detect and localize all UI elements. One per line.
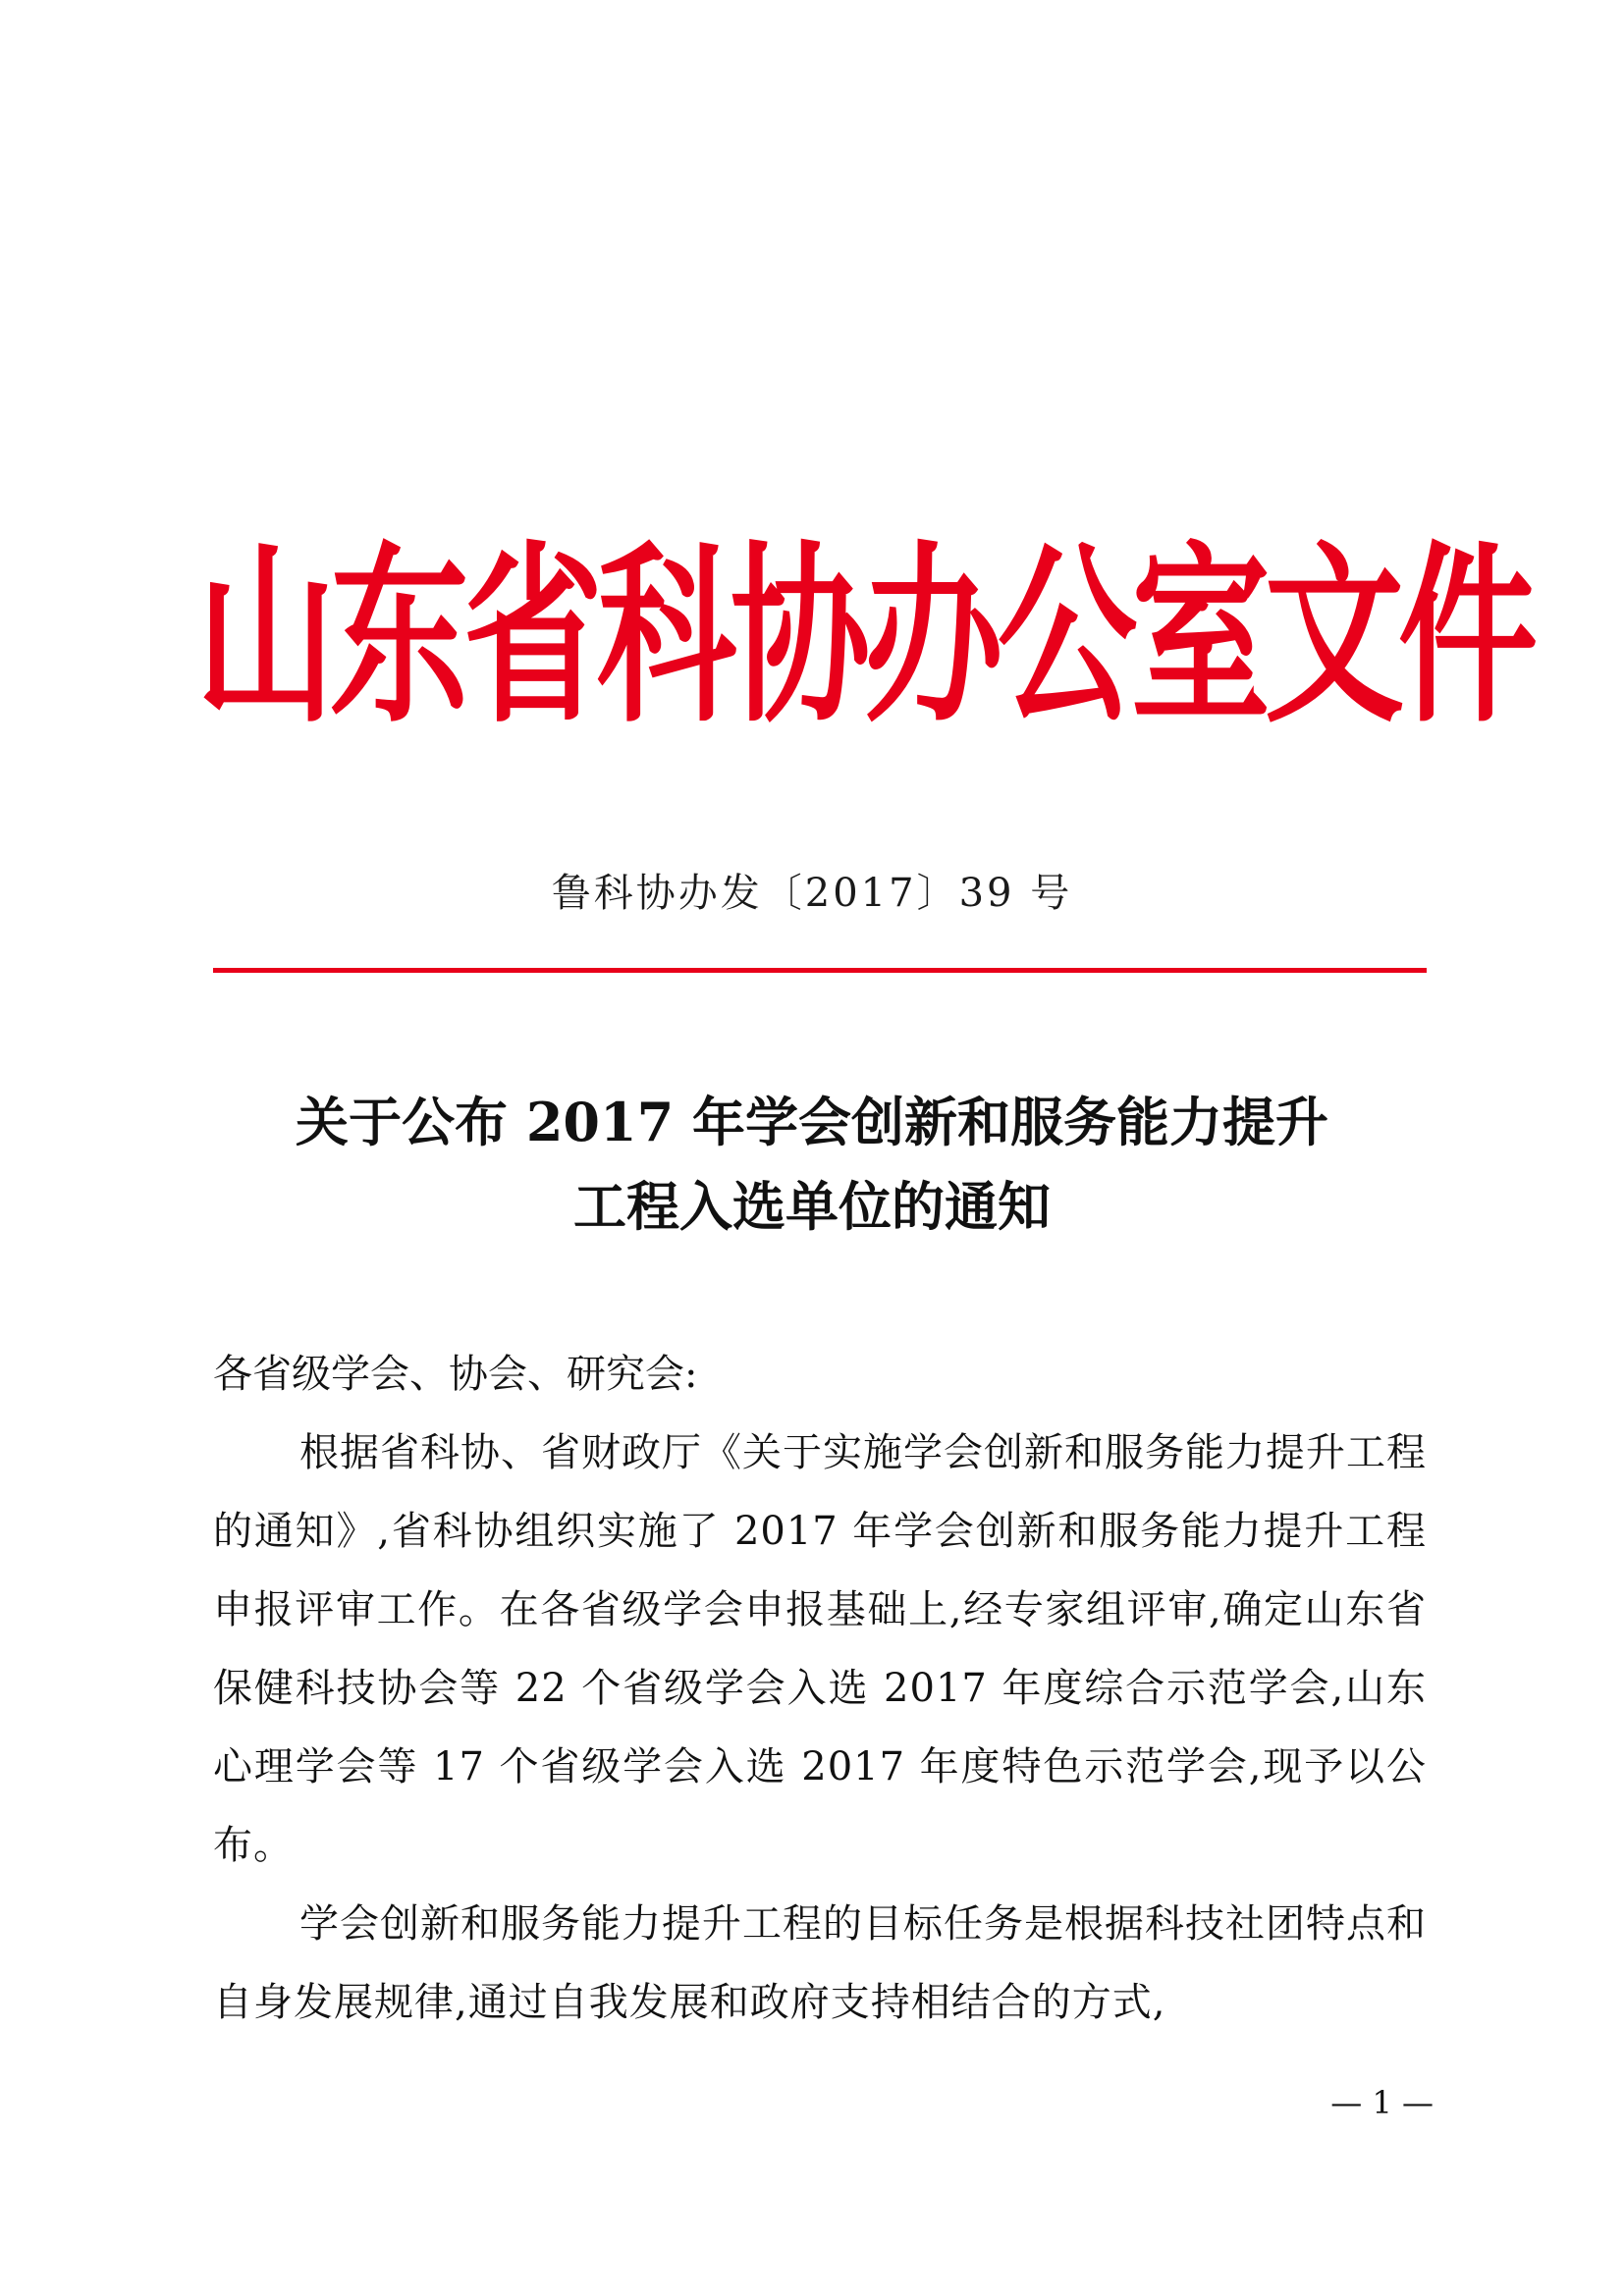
salutation: 各省级学会、协会、研究会: — [213, 1352, 698, 1397]
notice-title-line-2: 工程入选单位的通知 — [573, 1175, 1051, 1238]
issuing-authority-title: 山东省科协办公室文件 — [196, 525, 1532, 750]
body-text — [213, 1414, 1427, 2042]
body-paragraph-2: 学会创新和服务能力提升工程的目标任务是根据科技社团特点和自身发展规律,通过自我发展和政府支持相结合的方式, — [213, 1901, 1427, 2025]
notice-title — [196, 1080, 1428, 1249]
body-paragraph-1: 根据省科协、省财政厅《关于实施学会创新和服务能力提升工程的通知》,省科协组织实施了 2017 年学会创新和服务能力提升工程申报评审工作。在各省级学会申报基础上,经专家组评审,确定山东省保健科技协会等 22 个省级学会入选 2017 年度综合示范学会,山东心理学会等 17 个省级学会入选 2017 年度特色示范学会,现予以公布。 — [213, 1430, 1427, 1868]
document-number: 鲁科协办发〔2017〕39 号 — [551, 871, 1073, 916]
red-divider-rule — [213, 968, 1427, 973]
notice-title-line-1: 关于公布 2017 年学会创新和服务能力提升 — [296, 1091, 1328, 1153]
page-number: — 1 — — [1330, 2084, 1434, 2121]
